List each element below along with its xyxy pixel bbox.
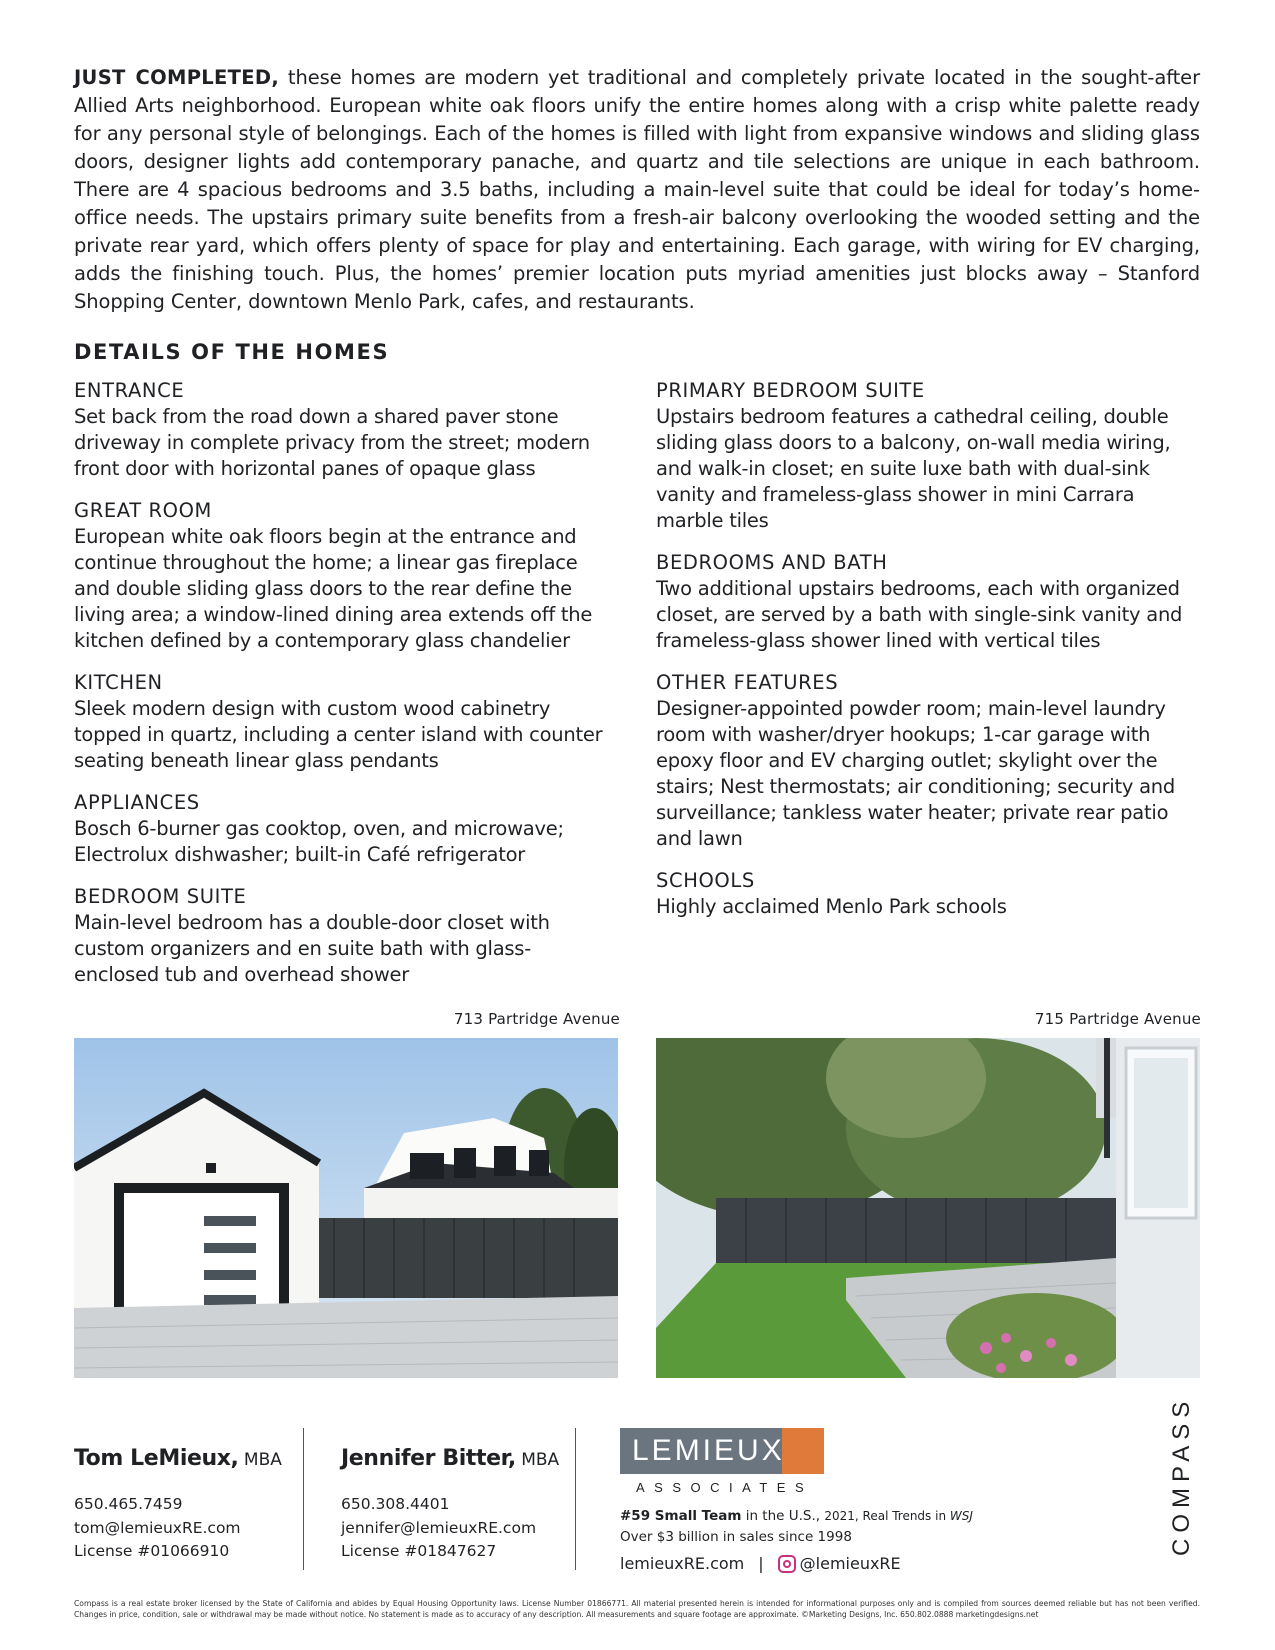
section-bedroom-suite <box>74 884 614 988</box>
agent-name-text: Jennifer Bitter, <box>341 1446 516 1471</box>
agent-name <box>341 1446 559 1471</box>
section-other-features <box>656 670 1196 852</box>
section-text: Two additional upstairs bedrooms, each with organized closet, are served by a bath with single-sink vanity and frameless-glass shower lined with vertical tiles <box>656 577 1183 652</box>
legal-disclaimer: Compass is a real estate broker licensed by the State of California and abides by Equal Housing Opportunity laws. License Number 01866771. All material presented herein is intended for informational purposes only and is compiled from sources deemed reliable but has not been verified. Changes in price, condition, sale or withdrawal may be made without notice. No statement is made as to accuracy of any description. All measurements and square footage are approximate. ©Marketing Designs, Inc. 650.802.0888 marketingdesigns.net <box>74 1599 1200 1619</box>
section-text: Set back from the road down a shared paver stone driveway in complete privacy from the street; modern front door with horizontal panes of opaque glass <box>74 405 590 480</box>
details-left-column <box>74 378 614 1004</box>
rank-bold: #59 Small Team <box>620 1508 742 1524</box>
section-entrance <box>74 378 614 482</box>
section-text: Upstairs bedroom features a cathedral ceiling, double sliding glass doors to a balcony, on-wall media wiring, and walk-in closet; en suite luxe bath with dual-sink vanity and frameless-glass shower in mini Carrara marble tiles <box>656 405 1171 532</box>
section-text: Bosch 6-burner gas cooktop, oven, and microwave; Electrolux dishwasher; built-in Café refrigerator <box>74 817 564 866</box>
agent-jennifer-bitter <box>341 1446 559 1564</box>
section-appliances <box>74 790 614 868</box>
web-social-line <box>620 1554 901 1573</box>
agent-email[interactable]: tom@lemieuxRE.com <box>74 1518 241 1537</box>
agent-tom-lemieux <box>74 1446 282 1564</box>
section-title: BEDROOMS AND BATH <box>656 551 888 574</box>
photo-caption-713: 713 Partridge Avenue <box>453 1010 620 1028</box>
rank-source: 2021, Real Trends in <box>824 1509 950 1523</box>
section-title: BEDROOM SUITE <box>74 885 247 908</box>
agent-phone[interactable]: 650.308.4401 <box>341 1495 450 1513</box>
section-text: Designer-appointed powder room; main-level laundry room with washer/dryer hookups; 1-car garage with epoxy floor and EV charging outlet; skylight over the stairs; Nest thermostats; air conditioning; security and surveillance; tankless water heater; private rear patio and lawn <box>656 697 1176 850</box>
section-bedrooms-and-bath <box>656 550 1196 654</box>
photo-713-partridge <box>74 1038 618 1378</box>
intro-lead: JUST COMPLETED, <box>74 66 280 89</box>
lemieux-logo-text: LEMIEUX <box>632 1434 785 1467</box>
details-right-column <box>656 378 1196 936</box>
section-title: KITCHEN <box>74 671 163 694</box>
compass-logo: COMPASS <box>1168 1395 1195 1556</box>
agent-credential: MBA <box>515 1450 560 1470</box>
section-great-room <box>74 498 614 654</box>
section-title: ENTRANCE <box>74 379 185 402</box>
section-kitchen <box>74 670 614 774</box>
lemieux-logo-accent <box>782 1428 824 1474</box>
team-ranking <box>620 1506 973 1548</box>
section-title: PRIMARY BEDROOM SUITE <box>656 379 925 402</box>
details-heading: DETAILS OF THE HOMES <box>74 340 390 364</box>
section-text: Main-level bedroom has a double-door closet with custom organizers and en suite bath with glass-enclosed tub and overhead shower <box>74 911 550 986</box>
agent-license: License #01847627 <box>341 1542 497 1560</box>
separator: | <box>758 1554 764 1573</box>
instagram-handle: @lemieuxRE <box>799 1554 901 1573</box>
rank-mid: in the U.S., <box>741 1508 825 1524</box>
photo-715-partridge <box>656 1038 1200 1378</box>
website-link[interactable]: lemieuxRE.com <box>620 1554 745 1573</box>
instagram-icon <box>778 1555 796 1573</box>
section-schools <box>656 868 1196 920</box>
lemieux-logo-subtitle: ASSOCIATES <box>636 1480 814 1495</box>
agent-name-text: Tom LeMieux, <box>74 1446 239 1471</box>
section-title: OTHER FEATURES <box>656 671 839 694</box>
footer-divider <box>303 1428 304 1570</box>
instagram-link[interactable] <box>778 1554 901 1573</box>
footer-divider <box>575 1428 576 1570</box>
section-text: European white oak floors begin at the entrance and continue throughout the home; a linear gas fireplace and double sliding glass doors to the rear define the living area; a window-lined dining area extends off the kitchen defined by a contemporary glass chandelier <box>74 525 593 652</box>
agent-license: License #01066910 <box>74 1542 230 1560</box>
section-text: Sleek modern design with custom wood cabinetry topped in quartz, including a center island with counter seating beneath linear glass pendants <box>74 697 603 772</box>
section-text: Highly acclaimed Menlo Park schools <box>656 895 1007 918</box>
agent-phone[interactable]: 650.465.7459 <box>74 1495 183 1513</box>
section-title: GREAT ROOM <box>74 499 212 522</box>
intro-body: these homes are modern yet traditional and completely private located in the sought-after Allied Arts neighborhood. European white oak floors unify the entire homes along with a crisp white palette ready for any personal style of belongings. Each of the homes is filled with light from expansive windows and sliding glass doors, designer lights add contemporary panache, and quartz and tile selections are unique in each bathroom. There are 4 spacious bedrooms and 3.5 baths, including a main-level suite that could be ideal for today’s home-office needs. The upstairs primary suite benefits from a fresh-air balcony overlooking the wooded setting and the private rear yard, which offers plenty of space for play and entertaining. Each garage, with wiring for EV charging, adds the finishing touch. Plus, the homes’ premier location puts myriad amenities just blocks away – Stanford Shopping Center, downtown Menlo Park, cafes, and restaurants. <box>74 66 1200 313</box>
agent-email[interactable]: jennifer@lemieuxRE.com <box>341 1518 537 1537</box>
photo-caption-715: 715 Partridge Avenue <box>1034 1010 1201 1028</box>
intro-paragraph <box>74 64 1200 316</box>
section-primary-bedroom-suite <box>656 378 1196 534</box>
section-title: SCHOOLS <box>656 869 755 892</box>
sales-line: Over $3 billion in sales since 1998 <box>620 1529 852 1545</box>
section-title: APPLIANCES <box>74 791 200 814</box>
agent-name <box>74 1446 282 1471</box>
rank-publication: WSJ <box>949 1509 973 1523</box>
ranking-line <box>620 1506 973 1527</box>
agent-credential: MBA <box>238 1450 282 1470</box>
